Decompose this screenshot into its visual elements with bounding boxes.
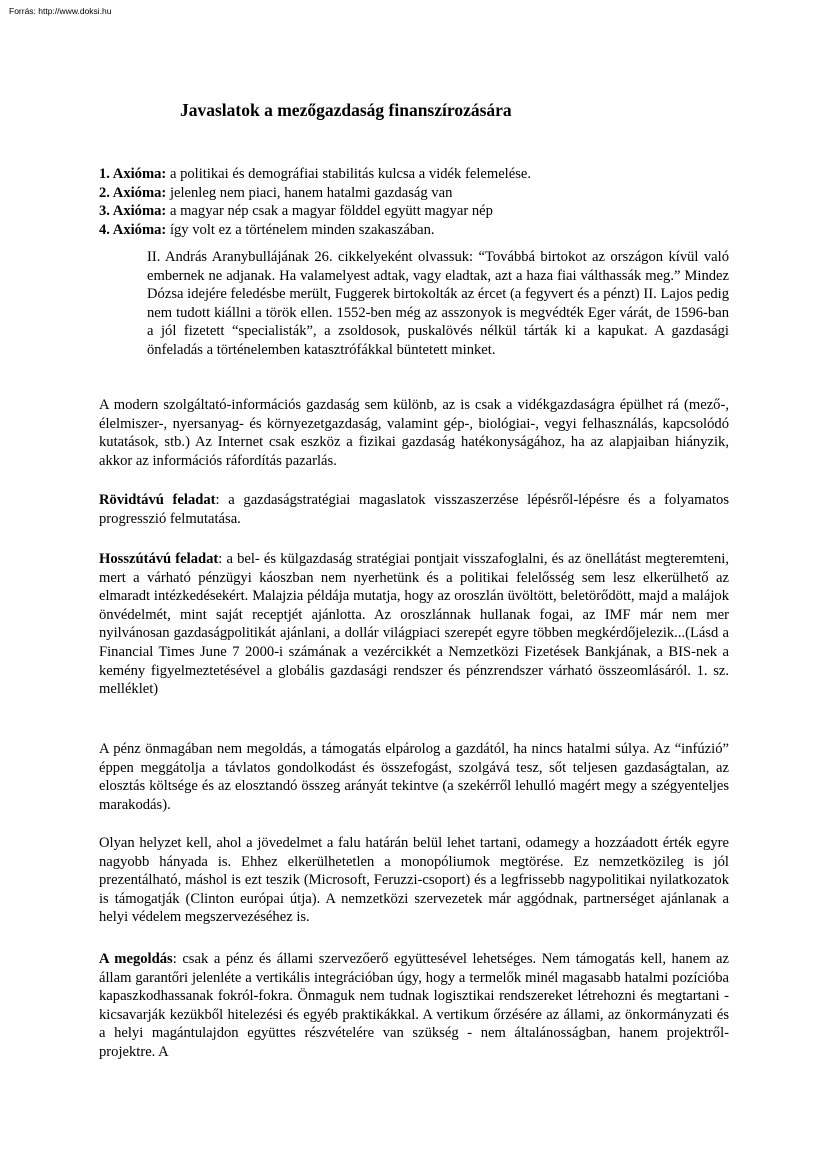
axiom-item: [99, 221, 729, 240]
paragraph-modern-economy: [99, 396, 729, 470]
source-note: Forrás: http://www.doksi.hu: [9, 6, 112, 16]
paragraph-short-term-task: [99, 491, 729, 528]
paragraph-solution: [99, 950, 729, 1062]
axiom-label: 4. Axióma:: [99, 221, 167, 238]
paragraph-lead: Hosszútávú feladat: [99, 551, 219, 567]
document-title: Javaslatok a mezőgazdaság finanszírozására: [180, 100, 512, 120]
axiom-item: [99, 165, 729, 184]
axiom-item: [99, 184, 729, 203]
paragraph-text: : a bel- és külgazdaság stratégiai pontjait visszafoglalni, és az önellátást megteremteni, mert a várható pénzügyi káoszban nem nyerhetünk és a politikai felelősség sem lesz elkerülhető az elmaradt intézkedésekért. Malajzia példája mutatja, hogy az oroszlán üvöltött, beletörődött, majd a malájok önvédelmét, mint saját receptjét ajánlotta. Az oroszlánnak hullanak fogai, az IMF már nem mer nyilvánosan gazdaságpolitikát ajánlani, a dollár világpiaci szerepét egyre többen megkérdőjelezik...(Lásd a Financial Times June 7 2000-i számának a vezércikkét a Nemzetközi Fizetések Bankjának, a BIS-nek a kemény figyelmeztetésével a globális gazdasági rendszer és pénzrendszer várható összeomlásáról. 1. sz. melléklet): [99, 551, 729, 698]
axiom-label: 1. Axióma:: [99, 166, 167, 182]
paragraph-text: : a gazdaságstratégiai magaslatok visszaszerzése lépésről-lépésre és a folyamatos progresszió felmutatása.: [99, 492, 730, 527]
axiom-label: 3. Axióma:: [99, 203, 167, 220]
paragraph-text: A modern szolgáltató-információs gazdaság sem különb, az is csak a vidékgazdaságra épülhet rá (mező-, élelmiszer-, nyersanyag- és környezetgazdaság, valamint gép-, biológiai-, vegyi felhasználás, kapcsolódó kutatások, stb.) Az Internet csak eszköz a fizikai gazdaság hatékonyságához, ha az alapjaiban hiányzik, akkor az információs ráfordítás pazarlás.: [99, 397, 729, 469]
axiom-text: a politikai és demográfiai stabilitás kulcsa a vidék felemelése.: [166, 166, 532, 182]
paragraph-text: A pénz önmagában nem megoldás, a támogatás elpárolog a gazdától, ha nincs hatalmi súlya. Az “infúzió” éppen meggátolja a távlatos gondolkodást és összefogást, szolgává tesz, sőt teljesen gazdaságtalan, az elosztás költsége és az elosztandó összeg arányát tekintve (a szekérről lehulló magért megy a szégyenteljes marakodás).: [99, 741, 729, 813]
axiom-list: [99, 165, 729, 239]
historical-quote: II. András Aranybullájának 26. cikkelyeként olvassuk: “Továbbá birtokot az országon kívül való embernek ne adjanak. Ha valamelyest adtak, vagy eladtak, azt a haza fiai válthassák meg.” Mindez Dózsa idejére feledésbe merült, Fuggerek birtokolták az ércet (a fegyvert és a pénzt) II. Lajos pedig nem tudott kiállni a török ellen. 1552-ben még az asszonyok is megvédték Eger várát, de 1596-ban a jól fizetett “specialisták”, a zsoldosok, puskalövés nélkül tárták ki a kapukat. A gazdasági önfeladás a történelemben katasztrófákkal büntetett minket.: [147, 249, 729, 358]
paragraph-long-term-task: [99, 550, 729, 699]
axiom-label: 2. Axióma:: [99, 184, 167, 201]
axiom-text: jelenleg nem piaci, hanem hatalmi gazdaság van: [166, 184, 453, 201]
paragraph-lead: A megoldás: [99, 951, 173, 967]
paragraph-situation: [99, 834, 729, 927]
axiom-text: a magyar nép csak a magyar földdel együtt magyar nép: [166, 203, 493, 220]
paragraph-text: Olyan helyzet kell, ahol a jövedelmet a falu határán belül lehet tartani, odamegy a hozzáadott érték egyre nagyobb hányada is. Ehhez elkerülhetetlen a monopóliumok megtörése. Ez nemzetközileg is jól prezentálható, máshol is ezt teszik (Microsoft, Feruzzi-csoport) és a legfrissebb nagypolitikai nyilatkozatok is támogatják (Clinton európai útja). A nemzetközi szervezetek már aggódnak, partnerséget ajánlanak a helyi védelem megszervezéséhez is.: [99, 835, 729, 926]
paragraph-text: : csak a pénz és állami szervezőerő együttesével lehetséges. Nem támogatás kell, hanem az állam garantőri jelenléte a vertikális integrációban úgy, hogy a termelők minél magasabb hatalmi pozícióba kapaszkodhassanak fokról-fokra. Önmaguk nem tudnak logisztikai rendszereket létrehozni és megtartani - kicsavarják kezükből hitelezési és egyéb praktikákkal. A vertikum őrzésére az állami, az önkormányzati és a helyi magántulajdon együttes részvételére van szükség - nem általánosságban, hanem projektről-projektre. A: [99, 951, 729, 1060]
paragraph-lead: Rövidtávú feladat: [99, 492, 216, 508]
axiom-text: így volt ez a történelem minden szakaszában.: [166, 221, 435, 238]
axiom-item: [99, 202, 729, 221]
paragraph-money: [99, 740, 729, 814]
